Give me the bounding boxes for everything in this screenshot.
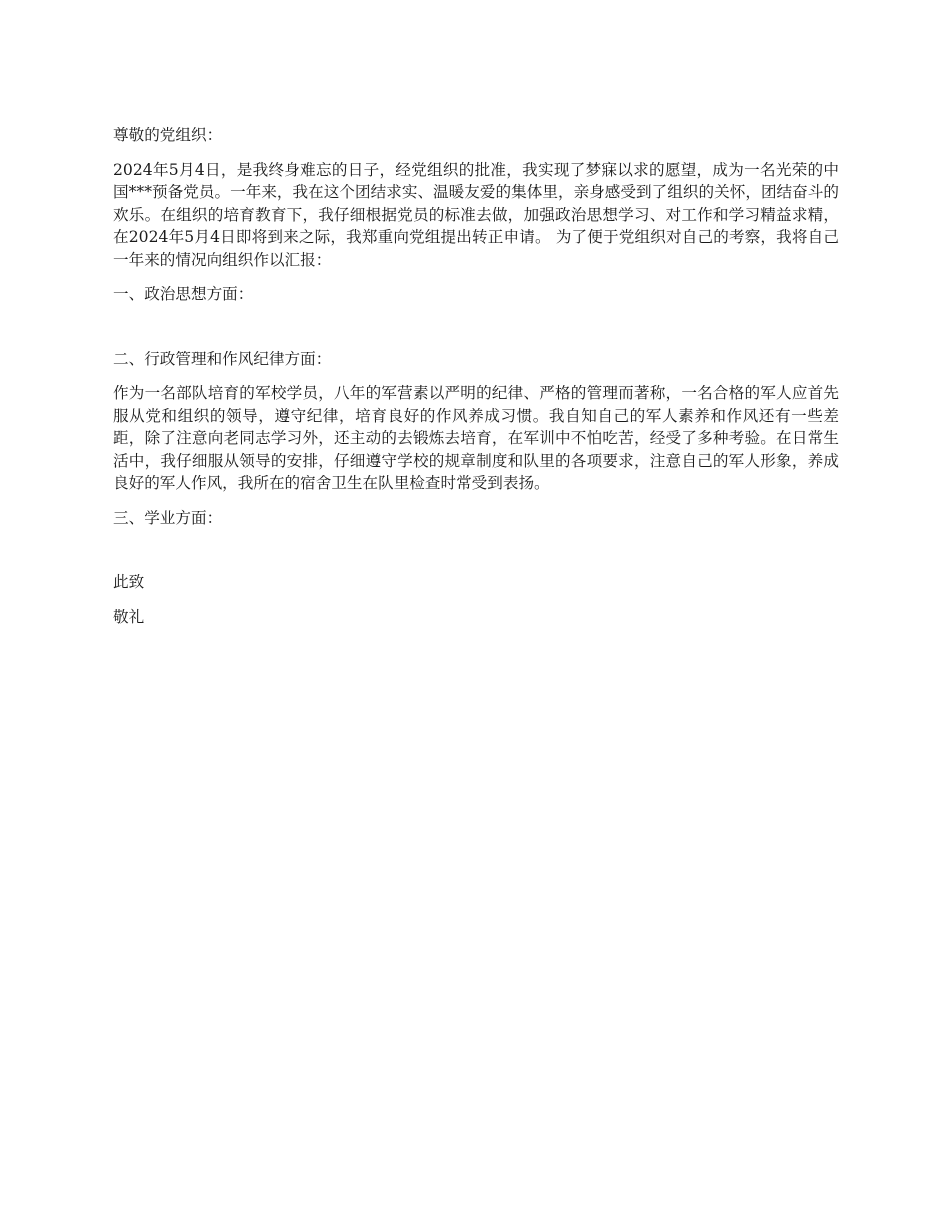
- discipline-paragraph: 作为一名部队培育的军校学员，八年的军营素以严明的纪律、严格的管理而著称，一名合格的军人应首先服从党和组织的领导，遵守纪律，培育良好的作风养成习惯。我自知自己的军人素养和作风还有一些差距，除了注意向老同志学习外，还主动的去锻炼去培育，在军训中不怕吃苦，经受了多种考验。在日常生活中，我仔细服从领导的安排，仔细遵守学校的规章制度和队里的各项要求，注意自己的军人形象，养成良好的军人作风，我所在的宿舍卫生在队里检查时常受到表扬。: [113, 384, 839, 492]
- spacer: [113, 147, 839, 159]
- spacer: [113, 306, 839, 348]
- section-heading-academic: 三、学业方面：: [113, 508, 223, 527]
- intro-paragraph: 2024年5月4日，是我终身难忘的日子，经党组织的批准，我实现了梦寐以求的愿望，成为一名光荣的中国***预备党员。一年来，我在这个团结求实、温暖友爱的集体里，亲身感受到了组织的关怀，团结奋斗的欢乐。在组织的培育教育下，我仔细根据党员的标准去做，加强政治思想学习、对工作和学习精益求精，在2024年5月4日即将到来之际，我郑重向党组提出转正申请。 为了便于党组织对自己的考察，我将自己一年来的情况向组织作以汇报：: [113, 160, 839, 269]
- spacer: [113, 529, 839, 571]
- spacer: [113, 495, 839, 507]
- closing-line-1: 此致: [113, 573, 145, 591]
- closing-line-2: 敬礼: [113, 607, 145, 626]
- salutation: 尊敬的党组织：: [113, 126, 223, 144]
- section-heading-discipline: 二、行政管理和作风纪律方面：: [113, 349, 332, 368]
- spacer: [113, 271, 839, 283]
- spacer: [113, 370, 839, 382]
- section-heading-political: 一、政治思想方面：: [113, 285, 254, 303]
- letter-body: [113, 124, 839, 628]
- spacer: [113, 594, 839, 606]
